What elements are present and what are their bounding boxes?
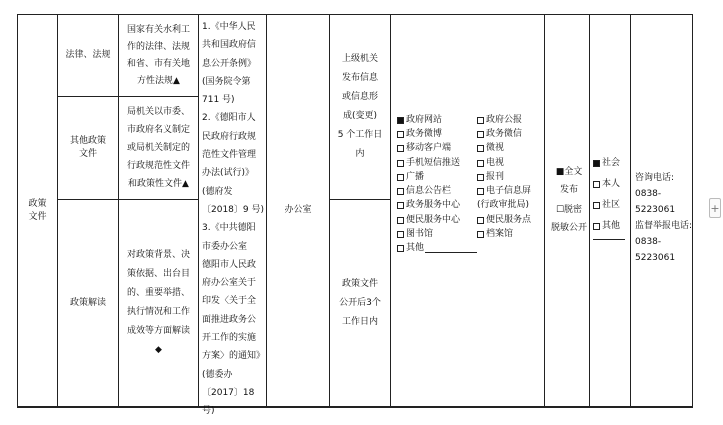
channel-row (397, 184, 544, 198)
channel-label: 广播 (406, 171, 425, 182)
policy-table (17, 14, 693, 417)
audience-blank-line (593, 239, 625, 240)
basis-text: 1.《中华人民 共和国政府信 息公开条例》 (国务院令第 711 号) 2.《德阳市人 民政府行政规 范性文件管理 办法(试行)》 (德府发 〔2018〕9 号) 3.《中共德阳 市委办公室 德阳市人民政 府办公室关于 印发〈关于全 面推进政务公 开工作的实施 方案〉的通知》 (德委办 〔2017〕18 号) (202, 22, 266, 417)
channel-label: 档案馆 (486, 229, 514, 240)
checkbox[interactable] (397, 160, 404, 167)
checkbox[interactable] (593, 160, 600, 167)
audience-label: 其他 (602, 221, 621, 231)
channel-label: 电视 (486, 157, 505, 168)
channel-row (397, 170, 544, 184)
audience-item (593, 153, 630, 174)
checkbox[interactable] (477, 160, 484, 167)
row-label-other-policy: 其他政策 文件 (58, 97, 119, 200)
channel-label: 电子信息屏 (486, 186, 532, 197)
add-column-button[interactable]: + (709, 198, 721, 218)
checkbox[interactable] (397, 117, 404, 124)
audience-label: 社会 (602, 158, 621, 168)
channel-row (397, 242, 544, 256)
audience-item (593, 174, 630, 195)
checkbox[interactable] (477, 231, 484, 238)
content-interpretation: 对政策背景、决 策依据、出台目 的、重要举措、 执行情况和工作 成效等方面解读 ◆ (119, 200, 199, 407)
report-phone: 0838-5223061 (635, 237, 676, 263)
checkbox[interactable] (593, 202, 600, 209)
audience-item (593, 195, 630, 216)
department-cell: 办公室 (267, 15, 330, 407)
channel-label: 图书馆 (406, 229, 434, 240)
channel-label: 其他 (406, 243, 425, 254)
checkbox[interactable] (397, 188, 404, 195)
checkbox[interactable] (397, 145, 404, 152)
checkbox[interactable] (593, 223, 600, 230)
channel-label: 政务服务中心 (406, 200, 461, 211)
content-other-policy: 局机关以市委、 市政府名义制定 或局机关制定的 行政规范性文件 和政策性文件▲ (119, 97, 199, 200)
channel-label: 政务微博 (406, 128, 443, 139)
channel-label: 手机短信推送 (406, 157, 461, 168)
channel-label: (行政审批局) (477, 200, 530, 211)
channel-label: 信息公告栏 (406, 186, 452, 197)
report-label: 监督举报电话: (635, 221, 693, 231)
checkbox[interactable] (397, 174, 404, 181)
channel-label: 政府网站 (406, 114, 443, 125)
checkbox[interactable] (397, 217, 404, 224)
channels-cell (391, 15, 545, 407)
public-mode-full: ■全文 发布 (555, 167, 583, 195)
channel-label: 政务微信 (486, 128, 523, 139)
time-top-cell: 上级机关 发布信息 或信息形 成(变更) 5 个工作日 内 (330, 15, 391, 200)
time-bottom-cell: 政策文件 公开后3个 工作日内 (330, 200, 391, 407)
public-mode-desensitized: ☐脱密 脱敏公开 (550, 205, 587, 233)
channel-label: 便民服务点 (486, 214, 532, 225)
content-laws: 国家有关水利工 作的法律、法规 和省、市有关地 方性法规▲ (119, 15, 199, 97)
channel-row (397, 156, 544, 170)
other-blank-line (425, 244, 477, 253)
checkbox[interactable] (477, 145, 484, 152)
checkbox[interactable] (397, 131, 404, 138)
channel-label: 移动客户端 (406, 143, 452, 154)
channel-row (397, 227, 544, 241)
checkbox[interactable] (593, 181, 600, 188)
checkbox[interactable] (477, 117, 484, 124)
contact-cell (631, 15, 692, 407)
channel-label: 报刊 (486, 171, 505, 182)
channel-row (397, 213, 544, 227)
channel-row (397, 113, 544, 127)
checkbox[interactable] (477, 217, 484, 224)
channel-row (397, 199, 544, 213)
channel-row (397, 142, 544, 156)
channel-label: 政府公报 (486, 114, 523, 125)
checkbox[interactable] (397, 245, 404, 252)
audience-cell (590, 15, 631, 407)
audience-label: 社区 (602, 200, 621, 210)
consult-phone: 0838-5223061 (635, 189, 676, 215)
checkbox[interactable] (477, 131, 484, 138)
checkbox[interactable] (397, 231, 404, 238)
channel-label: 微视 (486, 143, 505, 154)
row-label-interpretation: 政策解读 (58, 200, 119, 407)
public-mode-cell (545, 15, 590, 407)
audience-label: 本人 (602, 179, 621, 189)
basis-cell (199, 15, 267, 417)
checkbox[interactable] (397, 202, 404, 209)
category-cell: 政策 文件 (18, 15, 58, 407)
checkbox[interactable] (477, 188, 484, 195)
channel-label: 便民服务中心 (406, 214, 461, 225)
row-label-laws: 法律、法规 (58, 15, 119, 97)
consult-label: 咨询电话: (635, 173, 675, 183)
checkbox[interactable] (477, 174, 484, 181)
audience-item (593, 216, 630, 237)
channel-row (397, 127, 544, 141)
